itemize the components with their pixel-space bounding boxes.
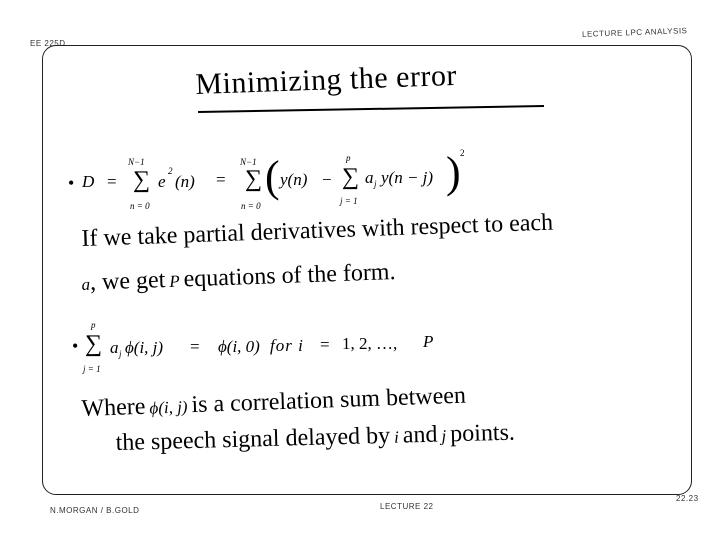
eq2-a: a: [110, 338, 119, 357]
left-paren: (: [265, 152, 280, 201]
para2-and: and: [402, 421, 438, 449]
sigma-icon: ∑: [85, 331, 103, 357]
var-i: i: [393, 427, 400, 447]
sigma-icon: ∑: [133, 167, 151, 193]
sum-lower: j = 1: [83, 364, 101, 374]
slide-title: Minimizing the error: [194, 58, 458, 102]
para2-where: Where: [81, 393, 146, 423]
sum2-upper: N−1: [240, 157, 257, 167]
eq1-term-sup: 2: [168, 166, 173, 176]
sum1-upper: N−1: [128, 157, 145, 167]
sum2-lower: n = 0: [241, 201, 261, 211]
eq1-minus: −: [322, 170, 332, 189]
sum-upper: p: [91, 320, 96, 330]
eq2-for-i: for i: [270, 336, 304, 355]
eq1-yn: y(n): [280, 170, 308, 189]
eq1-equals-a: =: [107, 172, 117, 191]
eq1-equals-b: =: [216, 170, 226, 189]
lecture-topic-label: LECTURE LPC ANALYSIS: [581, 26, 688, 39]
page-number: 22.23: [676, 494, 699, 503]
authors-label: N.MORGAN / B.GOLD: [50, 506, 140, 515]
var-p: P: [168, 271, 181, 291]
sum1-lower: n = 0: [130, 201, 150, 211]
bullet: •: [72, 336, 79, 356]
sigma-icon: ∑: [342, 164, 360, 190]
eq2-range: 1, 2, …,: [342, 334, 398, 353]
eq2-equals-range: =: [320, 335, 330, 354]
eq1-a-sub: j: [374, 179, 377, 189]
paragraph-line-1: If we take partial derivatives with respect to each: [81, 209, 554, 253]
eq2-P: P: [423, 332, 434, 351]
bullet: •: [68, 173, 75, 193]
para2-rest: is a correlation sum between: [191, 382, 467, 419]
eq1-term-arg: (n): [175, 172, 195, 191]
right-paren: ): [446, 148, 461, 197]
eq2-rhs-phi: ϕ(i, 0): [218, 337, 260, 356]
eq1-lhs: D: [82, 172, 95, 191]
para2-line2: the speech signal delayed by: [115, 422, 391, 457]
eq1-a: a: [365, 168, 374, 187]
sigma-icon: ∑: [245, 166, 263, 192]
para1-end: equations of the form.: [183, 259, 396, 293]
para2-phi: ϕ(i, j): [149, 397, 188, 418]
eq1-term: e: [158, 172, 166, 191]
para2-points: points.: [449, 419, 516, 448]
sum3-upper: p: [346, 153, 351, 163]
sum3-lower: j = 1: [340, 196, 358, 206]
lecture-number-label: LECTURE 22: [380, 502, 434, 511]
eq2-a-sub: j: [119, 349, 122, 359]
var-j: j: [441, 426, 447, 446]
eq1-ynj: y(n − j): [381, 168, 434, 187]
eq2-lhs-phi: ϕ(i, j): [125, 338, 164, 357]
eq1-power: 2: [460, 148, 465, 158]
para1-mid: , we get: [89, 267, 166, 296]
eq2-equals: =: [190, 337, 200, 356]
course-label: EE 225D: [30, 39, 66, 48]
var-a: a: [81, 274, 91, 295]
